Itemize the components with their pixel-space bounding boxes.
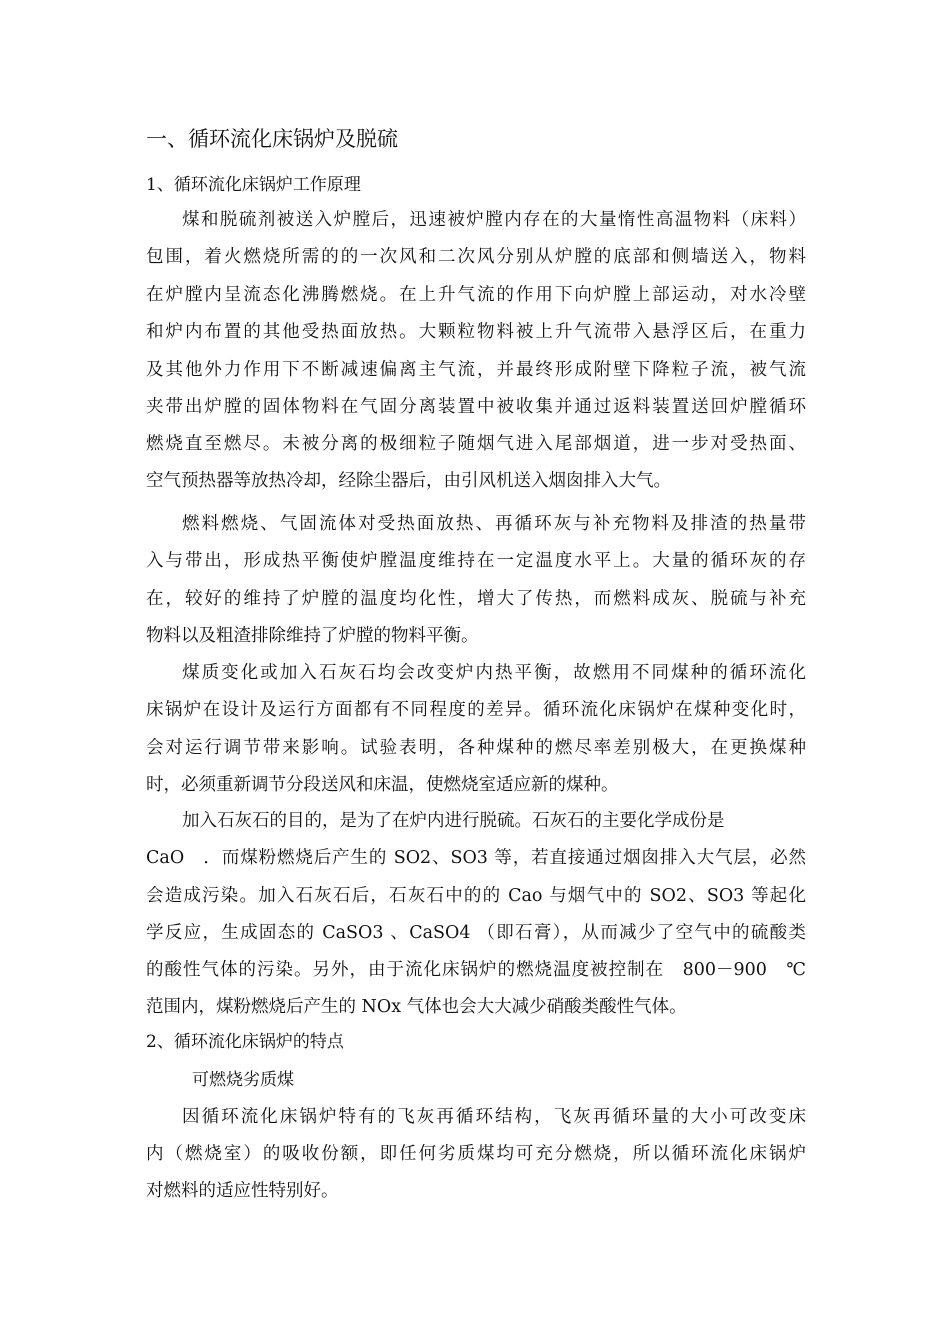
section-2-paragraph-line-2: 内（燃烧室）的吸收份额，即任何劣质煤均可充分燃烧，所以循环流化床锅炉 <box>146 1144 806 1164</box>
paragraph-1-line-6: 夹带出炉膛的固体物料在气固分离装置中被收集并通过返料装置送回炉膛循环 <box>146 397 806 417</box>
section-2-paragraph-line-1: 因循环流化床锅炉特有的飞灰再循环结构，飞灰再循环量的大小可改变床 <box>182 1107 806 1127</box>
paragraph-1-line-1: 煤和脱硫剂被送入炉膛后，迅速被炉膛内存在的大量惰性高温物料（床料） <box>182 210 806 230</box>
paragraph-1-line-7: 燃烧直至燃尽。未被分离的极细粒子随烟气进入尾部烟道，进一步对受热面、 <box>146 434 806 454</box>
paragraph-3-line-3: 会对运行调节带来影响。试验表明，各种煤种的燃尽率差别极大，在更换煤种 <box>146 738 806 758</box>
paragraph-1-line-3: 在炉膛内呈流态化沸腾燃烧。在上升气流的作用下向炉膛上部运动，对水冷壁 <box>146 285 806 305</box>
document-title: 一、循环流化床锅炉及脱硫 <box>146 127 398 151</box>
paragraph-3-line-2: 床锅炉在设计及运行方面都有不同程度的差异。循环流化床锅炉在煤种变化时， <box>146 700 806 720</box>
paragraph-2-line-2: 入与带出，形成热平衡使炉膛温度维持在一定温度水平上。大量的循环灰的存 <box>146 551 806 571</box>
paragraph-4-line-3: 会造成污染。加入石灰石后，石灰石中的的 Cao 与烟气中的 SO2、SO3 等起化 <box>146 886 806 906</box>
section-2-heading: 2、循环流化床锅炉的特点 <box>146 1032 344 1052</box>
paragraph-2-line-4: 物料以及粗渣排除维持了炉膛的物料平衡。 <box>146 626 479 646</box>
paragraph-1-line-4: 和炉内布置的其他受热面放热。大颗粒物料被上升气流带入悬浮区后，在重力 <box>146 322 806 342</box>
section-2-paragraph-line-3: 对燃料的适应性特别好。 <box>146 1181 339 1201</box>
paragraph-3-line-4: 时，必须重新调节分段送风和床温，使燃烧室适应新的煤种。 <box>146 775 619 795</box>
section-2-subheading: 可燃烧劣质煤 <box>192 1070 294 1090</box>
paragraph-4-line-5: 的酸性气体的污染。另外，由于流化床锅炉的燃烧温度被控制在 800－900 ℃ <box>146 960 806 980</box>
paragraph-2-line-1: 燃料燃烧、气固流体对受热面放热、再循环灰与补充物料及排渣的热量带 <box>182 514 806 534</box>
paragraph-3-line-1: 煤质变化或加入石灰石均会改变炉内热平衡，故燃用不同煤种的循环流化 <box>182 663 806 683</box>
paragraph-2-line-3: 在，较好的维持了炉膛的温度均化性，增大了传热，而燃料成灰、脱硫与补充 <box>146 589 806 609</box>
paragraph-4-line-1: 加入石灰石的目的，是为了在炉内进行脱硫。石灰石的主要化学成份是 <box>182 811 725 831</box>
paragraph-4-line-6: 范围内，煤粉燃烧后产生的 NOx 气体也会大大减少硝酸类酸性气体。 <box>146 997 687 1017</box>
paragraph-1-line-2: 包围，着火燃烧所需的的一次风和二次风分别从炉膛的底部和侧墙送入，物料 <box>146 247 806 267</box>
paragraph-4-line-2: CaO ．而煤粉燃烧后产生的 SO2、SO3 等，若直接通过烟囱排入大气层，必然 <box>146 848 806 868</box>
paragraph-1-line-8: 空气预热器等放热冷却，经除尘器后，由引风机送入烟囱排入大气。 <box>146 471 671 491</box>
section-1-heading: 1、循环流化床锅炉工作原理 <box>146 175 361 195</box>
paragraph-1-line-5: 及其他外力作用下不断减速偏离主气流，并最终形成附壁下降粒子流，被气流 <box>146 360 806 380</box>
paragraph-4-line-4: 学反应，生成固态的 CaSO3 、CaSO4 （即石膏），从而减少了空气中的硫酸类 <box>146 923 806 943</box>
